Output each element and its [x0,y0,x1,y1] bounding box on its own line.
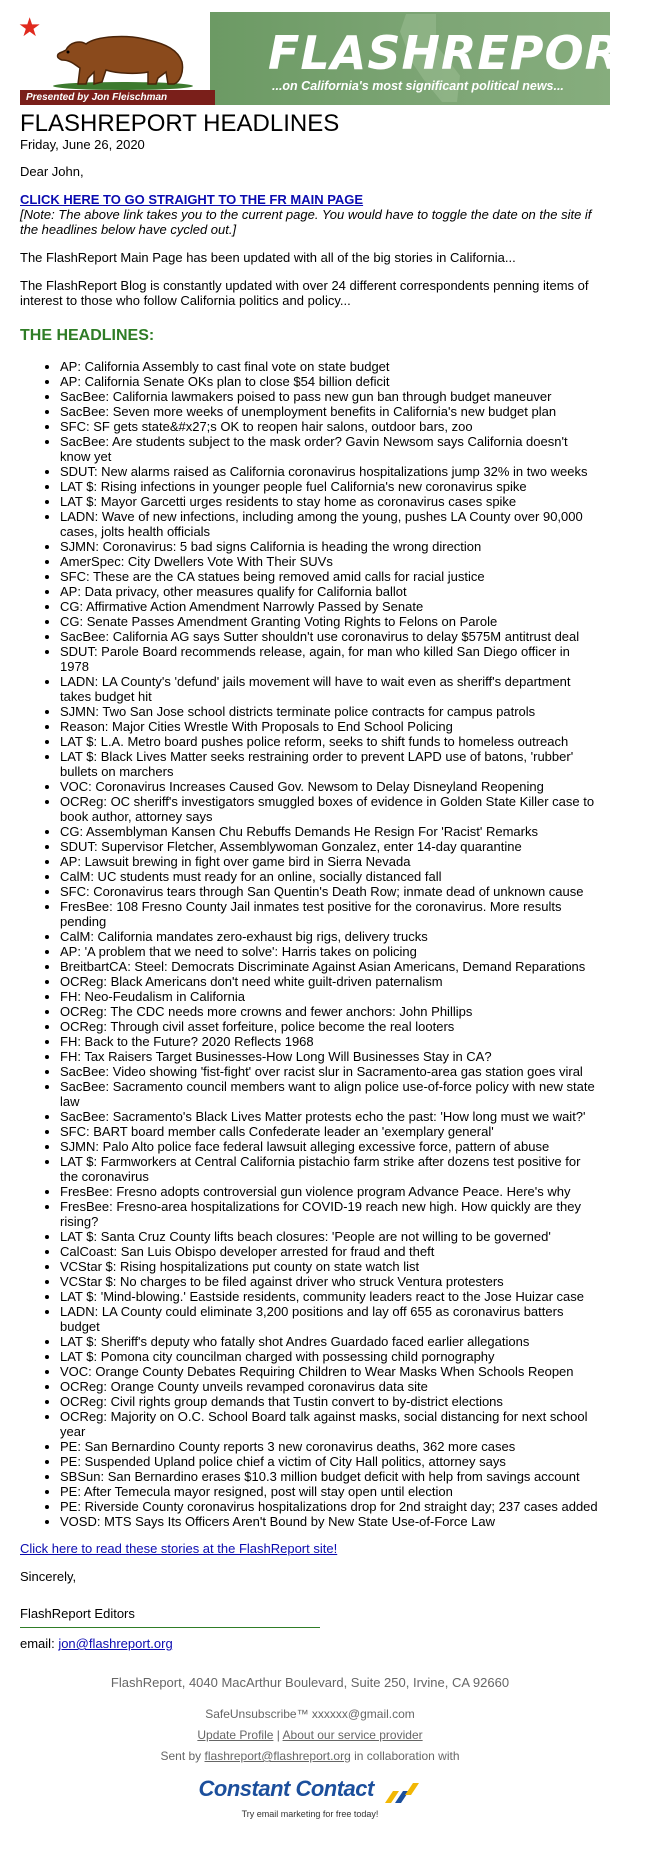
closing: Sincerely, [20,1569,77,1584]
headline-item[interactable]: • LADN: LA County could eliminate 3,200 positions and lay off 655 as coronavirus batters budget [60,1304,600,1334]
update-profile-link[interactable]: Update Profile [197,1728,274,1742]
greeting: Dear John, [20,164,84,179]
headline-item[interactable]: • Reason: Major Cities Wrestle With Proposals to End School Policing [60,719,600,734]
headline-item[interactable]: • OCReg: The CDC needs more crowns and fewer anchors: John Phillips [60,1004,600,1019]
headline-item[interactable]: • AP: Data privacy, other measures qualify for California ballot [60,584,600,599]
headline-item[interactable]: • OCReg: Majority on O.C. School Board talk against masks, social distancing for next school year [60,1409,600,1439]
email-footer [20,1704,600,1767]
intro-main-page: The FlashReport Main Page has been updated with all of the big stories in California... [20,250,516,265]
headline-item[interactable]: • SacBee: California AG says Sutter shouldn't use coronavirus to delay $575M antitrust deal [60,629,600,644]
headline-item[interactable]: • AP: 'A problem that we need to solve': Harris takes on policing [60,944,600,959]
toggle-note: [Note: The above link takes you to the current page. You would have to toggle the date on the site if the headlines below have cycled out.] [20,207,592,237]
email-body [0,111,620,1822]
constant-contact-mark-icon [381,1781,421,1805]
headline-item[interactable]: • CG: Senate Passes Amendment Granting Voting Rights to Felons on Parole [60,614,600,629]
main-page-link-wrapper [20,192,600,207]
headline-item[interactable]: • LAT $: Black Lives Matter seeks restraining order to prevent LAPD use of batons, 'rubber' bullets on marchers [60,749,600,779]
headline-item[interactable]: • OCReg: Civil rights group demands that Tustin convert to by-district elections [60,1394,600,1409]
headline-item[interactable]: • SacBee: Sacramento's Black Lives Matter protests echo the past: 'How long must we wait?' [60,1109,600,1124]
headline-item[interactable]: • SJMN: Coronavirus: 5 bad signs California is heading the wrong direction [60,539,600,554]
headline-item[interactable]: • SFC: BART board member calls Confederate leader an 'exemplary general' [60,1124,600,1139]
read-stories-link[interactable]: Click here to read these stories at the FlashReport site! [20,1541,338,1556]
headline-item[interactable]: • PE: Suspended Upland police chief a victim of City Hall politics, attorney says [60,1454,600,1469]
headline-item[interactable]: • SFC: These are the CA statues being removed amid calls for racial justice [60,569,600,584]
signature: FlashReport Editors [20,1606,320,1628]
bear-icon [48,28,198,90]
headline-item[interactable]: • VOC: Coronavirus Increases Caused Gov. Newsom to Delay Disneyland Reopening [60,779,600,794]
headline-item[interactable]: • CalM: UC students must ready for an online, socially distanced fall [60,869,600,884]
headline-item[interactable]: • LAT $: Rising infections in younger people fuel California's new coronavirus spike [60,479,600,494]
page-title: FLASHREPORT HEADLINES [20,110,340,137]
headline-item[interactable]: • FH: Back to the Future? 2020 Reflects 1968 [60,1034,600,1049]
headline-item[interactable]: • LAT $: L.A. Metro board pushes police reform, seeks to shift funds to homeless outreach [60,734,600,749]
headline-item[interactable]: • AP: California Assembly to cast final vote on state budget [60,359,600,374]
headline-item[interactable]: • SacBee: Seven more weeks of unemployment benefits in California's new budget plan [60,404,600,419]
about-provider-link[interactable]: About our service provider [282,1728,423,1742]
sent-by-prefix: Sent by [160,1749,202,1763]
headline-item[interactable]: • VCStar $: Rising hospitalizations put county on state watch list [60,1259,600,1274]
headline-item[interactable]: • PE: After Temecula mayor resigned, post will stay open until election [60,1484,600,1499]
main-page-link[interactable]: CLICK HERE TO GO STRAIGHT TO THE FR MAIN PAGE [20,192,364,207]
headline-item[interactable]: • CalM: California mandates zero-exhaust big rigs, delivery trucks [60,929,600,944]
safeunsubscribe-link[interactable]: SafeUnsubscribe™ xxxxxx@gmail.com [205,1707,415,1721]
flashreport-logo: FLASHREPORT [268,26,651,80]
headline-item[interactable]: • FH: Neo-Feudalism in California [60,989,600,1004]
headline-item[interactable]: • CG: Affirmative Action Amendment Narrowly Passed by Senate [60,599,600,614]
headline-item[interactable]: • OCReg: Orange County unveils revamped coronavirus data site [60,1379,600,1394]
headline-item[interactable]: • FH: Tax Raisers Target Businesses-How Long Will Businesses Stay in CA? [60,1049,600,1064]
constant-contact-logo: Constant Contact [198,1776,374,1802]
headline-item[interactable]: • LAT $: Santa Cruz County lifts beach closures: 'People are not willing to be governed' [60,1229,600,1244]
headline-item[interactable]: • PE: Riverside County coronavirus hospitalizations drop for 2nd straight day; 237 cases added [60,1499,600,1514]
headline-item[interactable]: • LADN: Wave of new infections, including among the young, pushes LA County over 90,000 cases, jolts health officials [60,509,600,539]
headline-item[interactable]: • SDUT: Parole Board recommends release, again, for man who killed San Diego officer in 1978 [60,644,600,674]
issue-date: Friday, June 26, 2020 [20,137,145,152]
headline-item[interactable]: • PE: San Bernardino County reports 3 new coronavirus deaths, 362 more cases [60,1439,600,1454]
headline-item[interactable]: • OCReg: Through civil asset forfeiture, police become the real looters [60,1019,600,1034]
postal-address: FlashReport, 4040 MacArthur Boulevard, Suite 250, Irvine, CA 92660 [110,1675,510,1690]
headline-item[interactable]: • LAT $: Sheriff's deputy who fatally shot Andres Guardado faced earlier allegations [60,1334,600,1349]
contact-email [20,1636,600,1651]
headline-item[interactable]: • FresBee: Fresno-area hospitalizations for COVID-19 reach new high. How quickly are they rising? [60,1199,600,1229]
email-label: email: [20,1636,55,1651]
headline-list [20,359,600,1529]
headline-item[interactable]: • LAT $: Pomona city councilman charged with possessing child pornography [60,1349,600,1364]
headline-item[interactable]: • SDUT: New alarms raised as California coronavirus hospitalizations jump 32% in two weeks [60,464,600,479]
headline-item[interactable]: • SacBee: California lawmakers poised to pass new gun ban through budget maneuver [60,389,600,404]
constant-contact-badge[interactable] [20,1776,600,1822]
headline-item[interactable]: • SDUT: Supervisor Fletcher, Assemblywoman Gonzalez, enter 14-day quarantine [60,839,600,854]
footer-separator: | [276,1728,280,1742]
headline-item[interactable]: • FresBee: 108 Fresno County Jail inmates test positive for the coronavirus. More results pending [60,899,600,929]
headline-item[interactable]: • SacBee: Sacramento council members want to align police use-of-force policy with new state law [60,1079,600,1109]
headline-item[interactable]: • CG: Assemblyman Kansen Chu Rebuffs Demands He Resign For 'Racist' Remarks [60,824,600,839]
email-link[interactable]: jon@flashreport.org [58,1636,173,1651]
headline-item[interactable]: • SJMN: Palo Alto police face federal lawsuit alleging excessive force, pattern of abuse [60,1139,600,1154]
headlines-heading: THE HEADLINES: [20,327,155,344]
headline-item[interactable]: • SJMN: Two San Jose school districts terminate police contracts for campus patrols [60,704,600,719]
headline-item[interactable]: • SFC: SF gets state&#x27;s OK to reopen hair salons, outdoor bars, zoo [60,419,600,434]
presented-by: Presented by Jon Fleischman [20,90,215,105]
header-banner [10,10,651,105]
headline-item[interactable]: • LAT $: Mayor Garcetti urges residents to stay home as coronavirus cases spike [60,494,600,509]
intro-blog: The FlashReport Blog is constantly updated with over 24 different correspondents penning items of interest to those who follow California politics and policy... [20,278,589,308]
sent-by-email-link[interactable]: flashreport@flashreport.org [204,1749,351,1763]
headline-item[interactable]: • SacBee: Are students subject to the mask order? Gavin Newsom says California doesn't know yet [60,434,600,464]
headline-item[interactable]: • AmerSpec: City Dwellers Vote With Their SUVs [60,554,600,569]
headline-item[interactable]: • VOC: Orange County Debates Requiring Children to Wear Masks When Schools Reopen [60,1364,600,1379]
headline-item[interactable]: • SFC: Coronavirus tears through San Quentin's Death Row; inmate dead of unknown cause [60,884,600,899]
headline-item[interactable]: • OCReg: Black Americans don't need white guilt-driven paternalism [60,974,600,989]
headline-item[interactable]: • LADN: LA County's 'defund' jails movement will have to wait even as sheriff's department takes budget hit [60,674,600,704]
sent-by-suffix: in collaboration with [354,1749,460,1763]
headline-item[interactable]: • CalCoast: San Luis Obispo developer arrested for fraud and theft [60,1244,600,1259]
headline-item[interactable]: • AP: California Senate OKs plan to close $54 billion deficit [60,374,600,389]
read-stories-link-wrapper [20,1541,600,1556]
headline-item[interactable]: • BreitbartCA: Steel: Democrats Discriminate Against Asian Americans, Demand Reparations [60,959,600,974]
headline-item[interactable]: • LAT $: 'Mind-blowing.' Eastside residents, community leaders react to the Jose Huizar case [60,1289,600,1304]
constant-contact-tagline: Try email marketing for free today! [241,1809,379,1819]
headline-item[interactable]: • VOSD: MTS Says Its Officers Aren't Bound by New State Use-of-Force Law [60,1514,600,1529]
headline-item[interactable]: • OCReg: OC sheriff's investigators smuggled boxes of evidence in Golden State Killer case to book author, attorney says [60,794,600,824]
headline-item[interactable]: • VCStar $: No charges to be filed against driver who struck Ventura protesters [60,1274,600,1289]
headline-item[interactable]: • AP: Lawsuit brewing in fight over game bird in Sierra Nevada [60,854,600,869]
star-icon: ★ [18,12,42,42]
headline-item[interactable]: • SBSun: San Bernardino erases $10.3 million budget deficit with help from savings account [60,1469,600,1484]
tagline: ...on California's most significant political news... [272,79,564,93]
headline-item[interactable]: • SacBee: Video showing 'fist-fight' over racist slur in Sacramento-area gas station goes viral [60,1064,600,1079]
headline-item[interactable]: • FresBee: Fresno adopts controversial gun violence program Advance Peace. Here's why [60,1184,600,1199]
headline-item[interactable]: • LAT $: Farmworkers at Central California pistachio farm strike after dozens test positive for the coronavirus [60,1154,600,1184]
